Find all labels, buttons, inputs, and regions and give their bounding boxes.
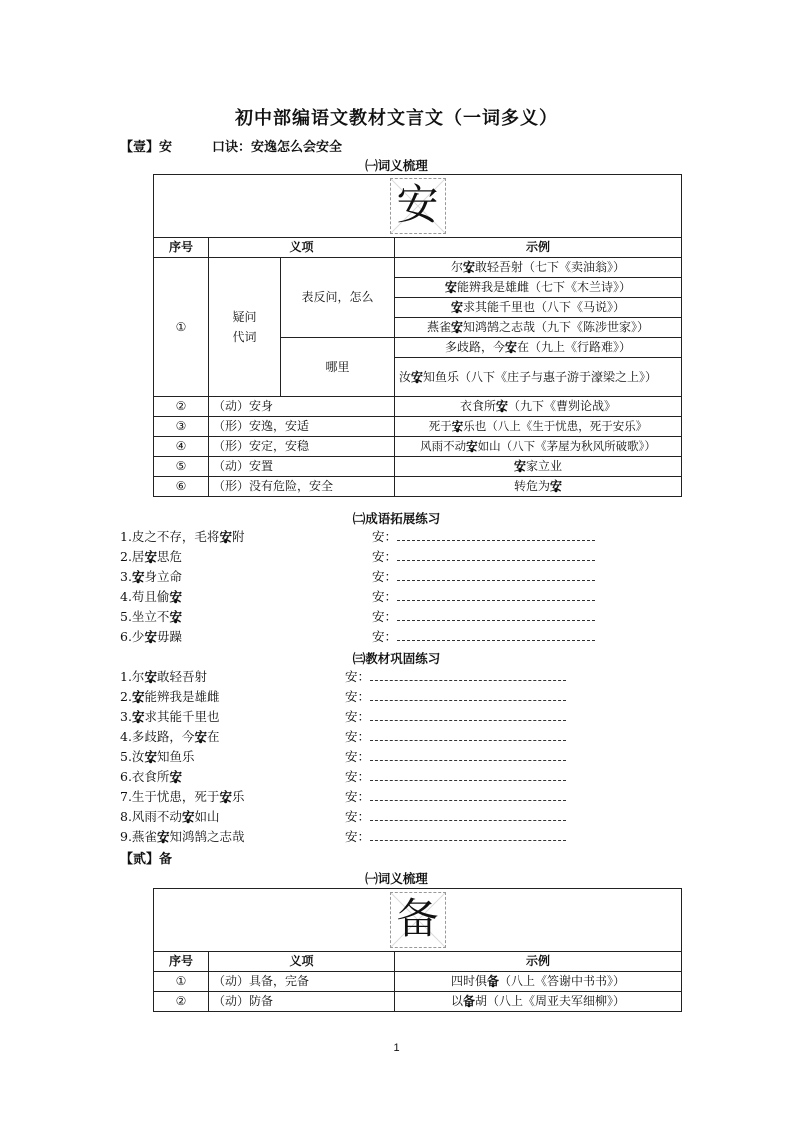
answer-blank[interactable]: 安： xyxy=(345,767,566,787)
example-cell: 安求其能千里也（八下《马说》） xyxy=(395,298,682,318)
example-cell: 转危为安 xyxy=(395,477,682,497)
row-5-no: ⑤ xyxy=(154,457,209,477)
row-6-no: ⑥ xyxy=(154,477,209,497)
example-cell: 风雨不动安如山（八下《茅屋为秋风所破歌》） xyxy=(395,437,682,457)
answer-blank[interactable]: 安： xyxy=(345,727,566,747)
answer-blank[interactable]: 安： xyxy=(372,607,595,627)
section-1-label: 【壹】安 xyxy=(120,140,173,155)
list-item: 2.居安思危 安： xyxy=(120,547,244,567)
list-item: 6.衣食所安 安： xyxy=(120,767,244,787)
row-1-no: ① xyxy=(154,258,209,397)
row-3-no: ③ xyxy=(154,417,209,437)
answer-blank[interactable]: 安： xyxy=(345,787,566,807)
header-sense: 义项 xyxy=(209,952,395,972)
section-1-sub-heading-3: ㈢教材巩固练习 xyxy=(352,651,441,666)
row-3-sense: （形）安逸，安适 xyxy=(209,417,395,437)
row-4-no: ④ xyxy=(154,437,209,457)
answer-blank[interactable]: 安： xyxy=(345,747,566,767)
list-item: 2.安能辨我是雄雌 安： xyxy=(120,687,244,707)
row-2-sense: （动）安身 xyxy=(209,397,395,417)
answer-blank[interactable]: 安： xyxy=(372,527,595,547)
char-cell xyxy=(154,889,682,952)
section-1-sub-heading-2: ㈡成语拓展练习 xyxy=(352,511,441,526)
page-title: 初中部编语文教材文言文（一词多义） xyxy=(235,108,558,129)
example-cell: 燕雀安知鸿鹄之志哉（九下《陈涉世家》） xyxy=(395,318,682,338)
list-item: 6.少安毋躁 安： xyxy=(120,627,244,647)
list-item: 9.燕雀安知鸿鹄之志哉 安： xyxy=(120,827,244,847)
page-number: 1 xyxy=(393,1042,400,1054)
header-no: 序号 xyxy=(154,952,209,972)
answer-blank[interactable]: 安： xyxy=(372,567,595,587)
section-2-heading xyxy=(120,848,172,867)
section-1-heading xyxy=(120,136,342,155)
row-6-sense: （形）没有危险，安全 xyxy=(209,477,395,497)
example-cell: 安能辨我是雄雌（七下《木兰诗》） xyxy=(395,278,682,298)
example-cell: 衣食所安（九下《曹刿论战》 xyxy=(395,397,682,417)
section-2-label: 【贰】备 xyxy=(120,852,173,867)
row-5-sense: （动）安置 xyxy=(209,457,395,477)
row-1-sense: （动）具备，完备 xyxy=(209,972,395,992)
char-cell xyxy=(154,175,682,238)
row-1-sense-b: 哪里 xyxy=(281,338,395,397)
example-cell: 尔安敢轻吾射（七下《卖油翁》） xyxy=(395,258,682,278)
row-2-sense: （动）防备 xyxy=(209,992,395,1012)
example-cell: 以备胡（八上《周亚夫军细柳》） xyxy=(395,992,682,1012)
row-2-no: ② xyxy=(154,992,209,1012)
list-item: 5.汝安知鱼乐 安： xyxy=(120,747,244,767)
textbook-drill-list xyxy=(120,667,371,847)
answer-blank[interactable]: 安： xyxy=(345,807,566,827)
example-cell: 安家立业 xyxy=(395,457,682,477)
list-item: 3.安求其能千里也 安： xyxy=(120,707,244,727)
list-item: 5.坐立不安 安： xyxy=(120,607,244,627)
list-item: 8.风雨不动安如山 安： xyxy=(120,807,244,827)
answer-blank[interactable]: 安： xyxy=(345,687,566,707)
list-item: 4.多歧路，今安在 安： xyxy=(120,727,244,747)
example-cell: 多歧路，今安在（九上《行路难》） xyxy=(395,338,682,358)
section-1-mnemonic: 口诀：安逸怎么会安全 xyxy=(212,140,343,155)
example-cell: 汝安知鱼乐（八下《庄子与惠子游于濠梁之上》） xyxy=(395,358,682,397)
answer-blank[interactable]: 安： xyxy=(372,587,595,607)
char-display: 备 xyxy=(390,892,446,948)
example-cell: 死于安乐也（八上《生于忧患，死于安乐》 xyxy=(395,417,682,437)
header-example: 示例 xyxy=(395,238,682,258)
row-1-group-label: 疑问 代词 xyxy=(209,258,281,397)
answer-blank[interactable]: 安： xyxy=(345,827,566,847)
idiom-exercise-list xyxy=(120,527,398,647)
answer-blank[interactable]: 安： xyxy=(372,627,595,647)
list-item: 4.苟且偷安 安： xyxy=(120,587,244,607)
row-1-sense-a: 表反问，怎么 xyxy=(281,258,395,338)
section-2-meaning-table xyxy=(153,888,682,1012)
section-2-sub-heading-1: ㈠词义梳理 xyxy=(365,871,428,886)
header-example: 示例 xyxy=(395,952,682,972)
list-item: 7.生于忧患，死于安乐 安： xyxy=(120,787,244,807)
header-no: 序号 xyxy=(154,238,209,258)
header-sense: 义项 xyxy=(209,238,395,258)
row-2-no: ② xyxy=(154,397,209,417)
list-item: 1.皮之不存，毛将安附 安： xyxy=(120,527,244,547)
row-4-sense: （形）安定，安稳 xyxy=(209,437,395,457)
list-item: 3.安身立命 安： xyxy=(120,567,244,587)
section-1-sub-heading-1: ㈠词义梳理 xyxy=(365,158,428,173)
list-item: 1.尔安敢轻吾射 安： xyxy=(120,667,244,687)
answer-blank[interactable]: 安： xyxy=(372,547,595,567)
row-1-no: ① xyxy=(154,972,209,992)
section-1-meaning-table xyxy=(153,174,682,497)
char-display: 安 xyxy=(390,178,446,234)
answer-blank[interactable]: 安： xyxy=(345,707,566,727)
answer-blank[interactable]: 安： xyxy=(345,667,566,687)
example-cell: 四时俱备（八上《答谢中书书》） xyxy=(395,972,682,992)
